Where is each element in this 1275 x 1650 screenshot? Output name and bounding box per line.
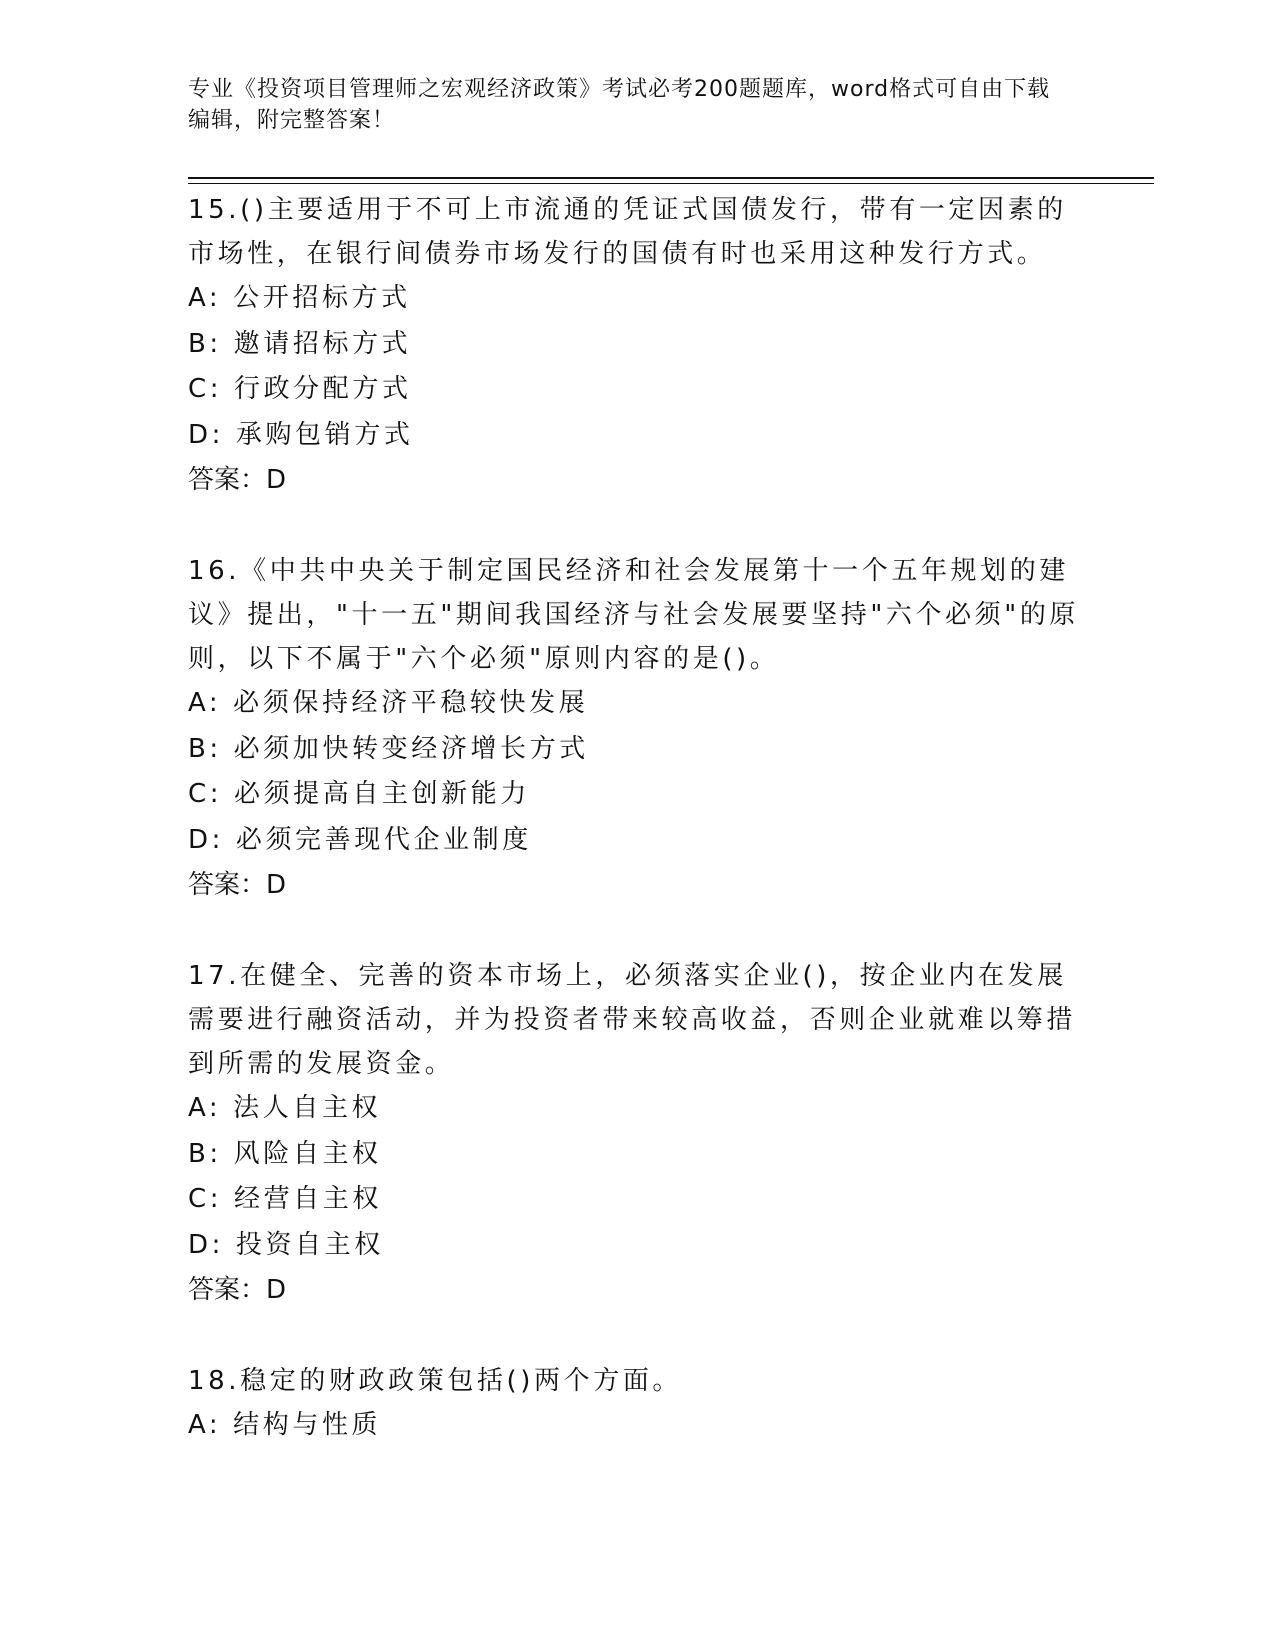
question-16 [188,549,1088,908]
answer: 答案：D [188,465,287,495]
option-a: A: 必须保持经济平稳较快发展 [188,688,589,718]
header-divider-thin [188,183,1154,184]
option-d: D: 承购包销方式 [188,419,414,450]
answer: 答案：D [188,1275,287,1305]
question-stem: 15.()主要适用于不可上市流通的凭证式国债发行，带有一定因素的市场性，在银行间债券市场发行的国债有时也采用这种发行方式。 [188,195,1067,269]
option-a: A: 法人自主权 [188,1093,382,1123]
option-b: B: 邀请招标方式 [188,328,412,359]
question-17 [188,954,1088,1313]
question-15 [188,188,1088,503]
document-header: 专业《投资项目管理师之宏观经济政策》考试必考200题题库，word格式可自由下载编辑，附完整答案！ [188,77,1051,133]
question-stem: 18.稳定的财政政策包括()两个方面。 [188,1366,683,1396]
question-18 [188,1359,1088,1449]
question-list [188,188,1088,1495]
answer: 答案：D [188,870,287,900]
option-c: C: 经营自主权 [188,1184,382,1214]
option-b: B: 风险自主权 [188,1138,382,1169]
option-a: A: 公开招标方式 [188,283,411,313]
option-c: C: 必须提高自主创新能力 [188,779,530,809]
option-c: C: 行政分配方式 [188,374,412,404]
option-a: A: 结构与性质 [188,1410,382,1440]
question-stem: 16.《中共中央关于制定国民经济和社会发展第十一个五年规划的建议》提出，"十一五"期间我国经济与社会发展要坚持"六个必须"的原则，以下不属于"六个必须"原则内容的是()。 [188,556,1080,674]
header-divider-thick [188,177,1154,179]
option-b: B: 必须加快转变经济增长方式 [188,733,589,764]
option-d: D: 投资自主权 [188,1229,384,1260]
question-stem: 17.在健全、完善的资本市场上，必须落实企业()，按企业内在发展需要进行融资活动，并为投资者带来较高收益，否则企业就难以筹措到所需的发展资金。 [188,961,1077,1079]
option-d: D: 必须完善现代企业制度 [188,824,532,855]
